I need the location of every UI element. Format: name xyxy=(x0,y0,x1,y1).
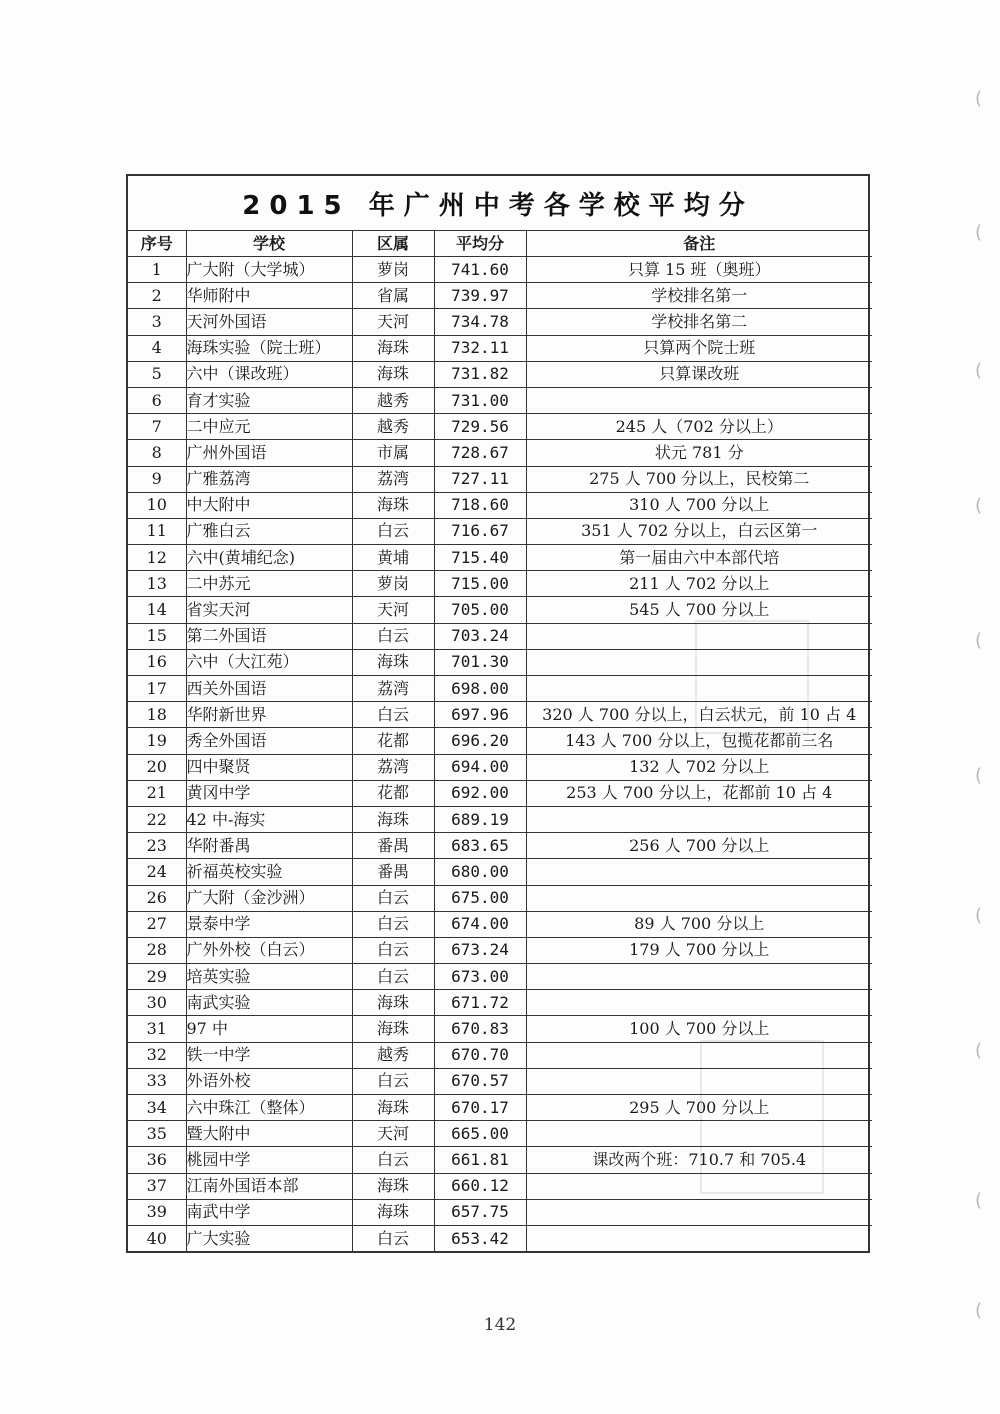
cell-school: 广大附（大学城） xyxy=(186,257,352,283)
cell-school: 铁一中学 xyxy=(186,1042,352,1068)
table-row xyxy=(128,597,872,623)
table-row xyxy=(128,1068,872,1094)
table-row xyxy=(128,466,872,492)
cell-average-score: 683.65 xyxy=(434,833,526,859)
cell-no: 15 xyxy=(128,623,186,649)
cell-district: 海珠 xyxy=(352,492,434,518)
cell-no: 5 xyxy=(128,361,186,387)
cell-no: 10 xyxy=(128,492,186,518)
cell-no: 37 xyxy=(128,1173,186,1199)
cell-average-score: 694.00 xyxy=(434,754,526,780)
cell-note: 256 人 700 分以上 xyxy=(526,833,872,859)
cell-average-score: 718.60 xyxy=(434,492,526,518)
cell-average-score: 715.00 xyxy=(434,571,526,597)
table-row xyxy=(128,283,872,309)
cell-no: 40 xyxy=(128,1225,186,1251)
cell-district: 白云 xyxy=(352,1147,434,1173)
cell-average-score: 670.70 xyxy=(434,1042,526,1068)
table-row xyxy=(128,806,872,832)
cell-district: 越秀 xyxy=(352,1042,434,1068)
cell-average-score: 703.24 xyxy=(434,623,526,649)
cell-no: 18 xyxy=(128,702,186,728)
cell-note xyxy=(526,885,872,911)
cell-district: 白云 xyxy=(352,885,434,911)
cell-district: 荔湾 xyxy=(352,676,434,702)
cell-note: 只算 15 班（奥班） xyxy=(526,257,872,283)
cell-no: 27 xyxy=(128,911,186,937)
table-row xyxy=(128,833,872,859)
cell-average-score: 692.00 xyxy=(434,780,526,806)
table-row xyxy=(128,623,872,649)
cell-school: 中大附中 xyxy=(186,492,352,518)
cell-district: 白云 xyxy=(352,1225,434,1251)
score-table-sheet xyxy=(126,174,870,1253)
cell-school: 桃园中学 xyxy=(186,1147,352,1173)
cell-district: 越秀 xyxy=(352,387,434,413)
table-row xyxy=(128,859,872,885)
cell-average-score: 689.19 xyxy=(434,806,526,832)
table-row xyxy=(128,1199,872,1225)
cell-district: 天河 xyxy=(352,597,434,623)
cell-school: 二中应元 xyxy=(186,414,352,440)
cell-school: 育才实验 xyxy=(186,387,352,413)
table-row xyxy=(128,1095,872,1121)
cell-no: 4 xyxy=(128,335,186,361)
cell-district: 越秀 xyxy=(352,414,434,440)
cell-average-score: 715.40 xyxy=(434,545,526,571)
cell-average-score: 727.11 xyxy=(434,466,526,492)
cell-district: 荔湾 xyxy=(352,466,434,492)
cell-district: 白云 xyxy=(352,1068,434,1094)
table-row xyxy=(128,649,872,675)
margin-mark: ( xyxy=(974,905,982,926)
cell-school: 广雅白云 xyxy=(186,518,352,544)
cell-no: 39 xyxy=(128,1199,186,1225)
cell-average-score: 716.67 xyxy=(434,518,526,544)
table-row xyxy=(128,1016,872,1042)
cell-note xyxy=(526,387,872,413)
cell-note: 143 人 700 分以上，包揽花都前三名 xyxy=(526,728,872,754)
cell-average-score: 673.00 xyxy=(434,964,526,990)
table-row xyxy=(128,1121,872,1147)
cell-no: 28 xyxy=(128,937,186,963)
cell-school: 广大实验 xyxy=(186,1225,352,1251)
header-school: 学校 xyxy=(186,231,352,257)
cell-no: 8 xyxy=(128,440,186,466)
cell-average-score: 670.83 xyxy=(434,1016,526,1042)
cell-school: 42 中-海实 xyxy=(186,806,352,832)
margin-mark: ( xyxy=(974,1300,982,1321)
cell-note: 245 人（702 分以上） xyxy=(526,414,872,440)
cell-average-score: 671.72 xyxy=(434,990,526,1016)
cell-school: 外语外校 xyxy=(186,1068,352,1094)
school-score-table xyxy=(128,231,872,1251)
cell-district: 市属 xyxy=(352,440,434,466)
cell-note xyxy=(526,676,872,702)
cell-school: 祈福英校实验 xyxy=(186,859,352,885)
cell-no: 1 xyxy=(128,257,186,283)
cell-note: 只算两个院士班 xyxy=(526,335,872,361)
cell-district: 白云 xyxy=(352,964,434,990)
cell-no: 16 xyxy=(128,649,186,675)
cell-district: 海珠 xyxy=(352,1199,434,1225)
table-row xyxy=(128,911,872,937)
cell-school: 海珠实验（院士班） xyxy=(186,335,352,361)
cell-no: 13 xyxy=(128,571,186,597)
table-row xyxy=(128,780,872,806)
cell-note: 状元 781 分 xyxy=(526,440,872,466)
cell-note: 课改两个班：710.7 和 705.4 xyxy=(526,1147,872,1173)
cell-note xyxy=(526,1042,872,1068)
cell-note: 351 人 702 分以上，白云区第一 xyxy=(526,518,872,544)
cell-average-score: 665.00 xyxy=(434,1121,526,1147)
table-row xyxy=(128,1147,872,1173)
cell-note xyxy=(526,859,872,885)
cell-note: 只算课改班 xyxy=(526,361,872,387)
cell-district: 海珠 xyxy=(352,990,434,1016)
table-row xyxy=(128,309,872,335)
table-row xyxy=(128,414,872,440)
cell-average-score: 729.56 xyxy=(434,414,526,440)
table-title: 2015 年广州中考各学校平均分 xyxy=(128,176,868,231)
cell-average-score: 701.30 xyxy=(434,649,526,675)
cell-note xyxy=(526,1225,872,1251)
cell-average-score: 673.24 xyxy=(434,937,526,963)
cell-district: 省属 xyxy=(352,283,434,309)
cell-average-score: 674.00 xyxy=(434,911,526,937)
cell-note xyxy=(526,806,872,832)
table-row xyxy=(128,440,872,466)
margin-mark: ( xyxy=(974,222,982,243)
cell-no: 2 xyxy=(128,283,186,309)
cell-average-score: 739.97 xyxy=(434,283,526,309)
cell-district: 番禺 xyxy=(352,833,434,859)
cell-no: 17 xyxy=(128,676,186,702)
cell-average-score: 731.00 xyxy=(434,387,526,413)
cell-note: 100 人 700 分以上 xyxy=(526,1016,872,1042)
cell-school: 江南外国语本部 xyxy=(186,1173,352,1199)
table-row xyxy=(128,335,872,361)
cell-school: 黄冈中学 xyxy=(186,780,352,806)
cell-average-score: 670.57 xyxy=(434,1068,526,1094)
table-row xyxy=(128,387,872,413)
margin-mark: ( xyxy=(974,1190,982,1211)
table-row xyxy=(128,545,872,571)
cell-note: 211 人 702 分以上 xyxy=(526,571,872,597)
table-row xyxy=(128,728,872,754)
cell-note xyxy=(526,649,872,675)
cell-no: 7 xyxy=(128,414,186,440)
cell-district: 天河 xyxy=(352,309,434,335)
cell-no: 21 xyxy=(128,780,186,806)
cell-note: 310 人 700 分以上 xyxy=(526,492,872,518)
cell-no: 9 xyxy=(128,466,186,492)
cell-average-score: 731.82 xyxy=(434,361,526,387)
cell-district: 天河 xyxy=(352,1121,434,1147)
table-row xyxy=(128,361,872,387)
cell-no: 11 xyxy=(128,518,186,544)
cell-no: 33 xyxy=(128,1068,186,1094)
cell-district: 黄埔 xyxy=(352,545,434,571)
table-row xyxy=(128,1042,872,1068)
margin-mark: ( xyxy=(974,1040,982,1061)
table-row xyxy=(128,1173,872,1199)
margin-mark: ( xyxy=(974,765,982,786)
cell-school: 南武中学 xyxy=(186,1199,352,1225)
cell-note: 253 人 700 分以上，花都前 10 占 4 xyxy=(526,780,872,806)
cell-average-score: 741.60 xyxy=(434,257,526,283)
margin-mark: ( xyxy=(974,88,982,109)
cell-average-score: 732.11 xyxy=(434,335,526,361)
cell-note: 89 人 700 分以上 xyxy=(526,911,872,937)
cell-no: 23 xyxy=(128,833,186,859)
cell-district: 白云 xyxy=(352,518,434,544)
cell-average-score: 680.00 xyxy=(434,859,526,885)
cell-school: 广州外国语 xyxy=(186,440,352,466)
cell-district: 花都 xyxy=(352,780,434,806)
cell-school: 广大附（金沙洲） xyxy=(186,885,352,911)
cell-school: 六中珠江（整体） xyxy=(186,1095,352,1121)
cell-district: 番禺 xyxy=(352,859,434,885)
cell-note: 132 人 702 分以上 xyxy=(526,754,872,780)
cell-note xyxy=(526,1068,872,1094)
header-avg: 平均分 xyxy=(434,231,526,257)
cell-note: 275 人 700 分以上，民校第二 xyxy=(526,466,872,492)
cell-no: 36 xyxy=(128,1147,186,1173)
cell-school: 西关外国语 xyxy=(186,676,352,702)
cell-school: 华附新世界 xyxy=(186,702,352,728)
cell-no: 29 xyxy=(128,964,186,990)
table-row xyxy=(128,257,872,283)
cell-note: 320 人 700 分以上，白云状元，前 10 占 4 xyxy=(526,702,872,728)
cell-school: 天河外国语 xyxy=(186,309,352,335)
cell-district: 海珠 xyxy=(352,1095,434,1121)
cell-average-score: 698.00 xyxy=(434,676,526,702)
cell-no: 30 xyxy=(128,990,186,1016)
margin-mark: ( xyxy=(974,630,982,651)
table-row xyxy=(128,964,872,990)
cell-school: 六中（课改班） xyxy=(186,361,352,387)
cell-no: 35 xyxy=(128,1121,186,1147)
cell-no: 14 xyxy=(128,597,186,623)
cell-no: 20 xyxy=(128,754,186,780)
cell-average-score: 705.00 xyxy=(434,597,526,623)
cell-school: 华附番禺 xyxy=(186,833,352,859)
cell-no: 32 xyxy=(128,1042,186,1068)
margin-mark: ( xyxy=(974,360,982,381)
cell-average-score: 734.78 xyxy=(434,309,526,335)
cell-note: 第一届由六中本部代培 xyxy=(526,545,872,571)
cell-note: 学校排名第二 xyxy=(526,309,872,335)
cell-school: 省实天河 xyxy=(186,597,352,623)
cell-school: 广雅荔湾 xyxy=(186,466,352,492)
cell-note xyxy=(526,964,872,990)
cell-school: 华师附中 xyxy=(186,283,352,309)
margin-mark: ( xyxy=(974,495,982,516)
cell-note xyxy=(526,1199,872,1225)
page-number: 142 xyxy=(483,1315,517,1335)
cell-note: 学校排名第一 xyxy=(526,283,872,309)
cell-district: 白云 xyxy=(352,623,434,649)
table-row xyxy=(128,518,872,544)
cell-district: 海珠 xyxy=(352,335,434,361)
table-row xyxy=(128,676,872,702)
cell-school: 六中(黄埔纪念) xyxy=(186,545,352,571)
cell-district: 萝岗 xyxy=(352,571,434,597)
table-row xyxy=(128,702,872,728)
cell-district: 荔湾 xyxy=(352,754,434,780)
cell-no: 12 xyxy=(128,545,186,571)
cell-no: 6 xyxy=(128,387,186,413)
cell-school: 秀全外国语 xyxy=(186,728,352,754)
cell-no: 31 xyxy=(128,1016,186,1042)
cell-note xyxy=(526,990,872,1016)
cell-no: 22 xyxy=(128,806,186,832)
cell-district: 海珠 xyxy=(352,806,434,832)
table-row xyxy=(128,1225,872,1251)
cell-no: 19 xyxy=(128,728,186,754)
table-row xyxy=(128,571,872,597)
table-body xyxy=(128,257,872,1252)
cell-district: 萝岗 xyxy=(352,257,434,283)
table-row xyxy=(128,492,872,518)
cell-school: 六中（大江苑） xyxy=(186,649,352,675)
cell-school: 第二外国语 xyxy=(186,623,352,649)
table-row xyxy=(128,990,872,1016)
header-note: 备注 xyxy=(526,231,872,257)
cell-school: 培英实验 xyxy=(186,964,352,990)
cell-school: 暨大附中 xyxy=(186,1121,352,1147)
header-no: 序号 xyxy=(128,231,186,257)
cell-district: 海珠 xyxy=(352,361,434,387)
cell-district: 白云 xyxy=(352,911,434,937)
cell-no: 34 xyxy=(128,1095,186,1121)
cell-average-score: 660.12 xyxy=(434,1173,526,1199)
cell-note: 179 人 700 分以上 xyxy=(526,937,872,963)
cell-district: 花都 xyxy=(352,728,434,754)
cell-no: 24 xyxy=(128,859,186,885)
cell-district: 白云 xyxy=(352,702,434,728)
cell-average-score: 697.96 xyxy=(434,702,526,728)
cell-average-score: 653.42 xyxy=(434,1225,526,1251)
cell-district: 海珠 xyxy=(352,1173,434,1199)
table-row xyxy=(128,937,872,963)
table-header-row xyxy=(128,231,872,257)
cell-district: 海珠 xyxy=(352,1016,434,1042)
cell-note xyxy=(526,623,872,649)
cell-school: 景泰中学 xyxy=(186,911,352,937)
cell-average-score: 675.00 xyxy=(434,885,526,911)
cell-average-score: 696.20 xyxy=(434,728,526,754)
cell-no: 3 xyxy=(128,309,186,335)
cell-no: 26 xyxy=(128,885,186,911)
cell-school: 二中苏元 xyxy=(186,571,352,597)
cell-district: 海珠 xyxy=(352,649,434,675)
cell-average-score: 661.81 xyxy=(434,1147,526,1173)
cell-average-score: 657.75 xyxy=(434,1199,526,1225)
cell-school: 97 中 xyxy=(186,1016,352,1042)
cell-note: 545 人 700 分以上 xyxy=(526,597,872,623)
cell-note: 295 人 700 分以上 xyxy=(526,1095,872,1121)
cell-average-score: 728.67 xyxy=(434,440,526,466)
cell-school: 四中聚贤 xyxy=(186,754,352,780)
table-row xyxy=(128,754,872,780)
cell-average-score: 670.17 xyxy=(434,1095,526,1121)
cell-district: 白云 xyxy=(352,937,434,963)
cell-note xyxy=(526,1121,872,1147)
cell-school: 广外外校（白云） xyxy=(186,937,352,963)
cell-note xyxy=(526,1173,872,1199)
table-row xyxy=(128,885,872,911)
cell-school: 南武实验 xyxy=(186,990,352,1016)
header-district: 区属 xyxy=(352,231,434,257)
